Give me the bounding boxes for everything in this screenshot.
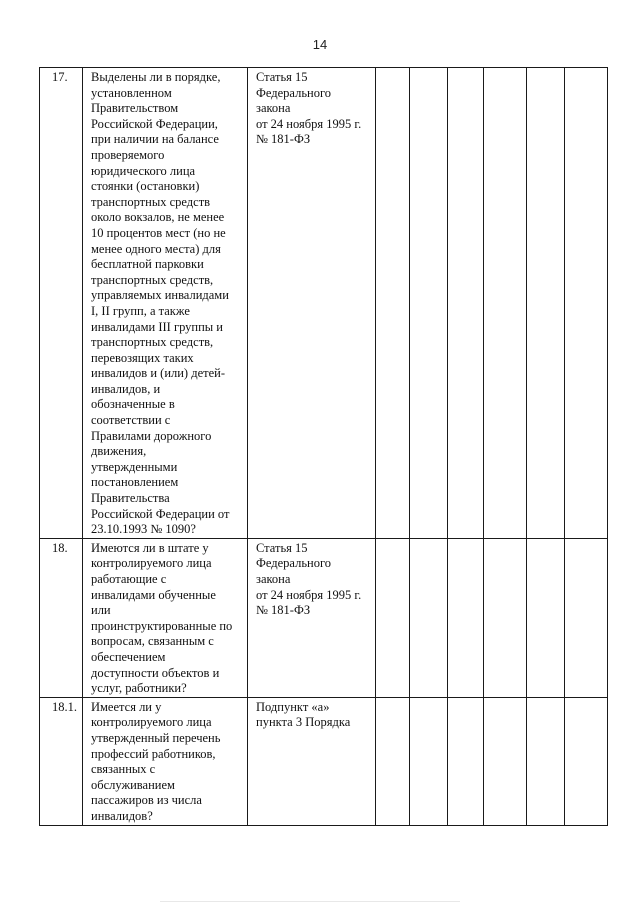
question-line: около вокзалов, не менее: [91, 210, 225, 225]
question-line: Правилами дорожного: [91, 428, 212, 443]
checklist-table: [39, 67, 608, 826]
question-line: постановлением: [91, 475, 179, 490]
question-line: утвержденный перечень: [91, 730, 221, 745]
question-line: инвалидов?: [91, 808, 153, 823]
table-row: [40, 697, 608, 825]
question-line: Имеются ли в штате у: [91, 540, 209, 555]
question-line: контролируемого лица: [91, 715, 212, 730]
answer-cell[interactable]: [484, 68, 527, 539]
question-line: транспортных средств,: [91, 272, 214, 287]
question-line: Правительством: [91, 101, 179, 116]
question-line: 10 процентов мест (но не: [91, 225, 226, 240]
answer-cell[interactable]: [376, 538, 410, 697]
question-line: движения,: [91, 444, 147, 459]
question-cell: [83, 697, 248, 825]
table-row: [40, 68, 608, 539]
question-line: установленном: [91, 85, 172, 100]
question-line: утвержденными: [91, 459, 178, 474]
question-line: стоянки (остановки): [91, 179, 200, 194]
reference-line: № 181-ФЗ: [256, 603, 311, 618]
question-line: транспортных средств: [91, 194, 211, 209]
answer-cell[interactable]: [484, 697, 527, 825]
answer-cell[interactable]: [527, 68, 565, 539]
question-line: инвалидов, и: [91, 381, 161, 396]
answer-cell[interactable]: [448, 538, 484, 697]
reference-cell: [248, 697, 376, 825]
question-line: инвалидов и (или) детей-: [91, 366, 225, 381]
reference-line: пункта 3 Порядка: [256, 715, 351, 730]
question-line: контролируемого лица: [91, 556, 212, 571]
answer-cell[interactable]: [376, 697, 410, 825]
question-line: проверяемого: [91, 147, 165, 162]
question-line: менее одного места) для: [91, 241, 221, 256]
question-line: управляемых инвалидами: [91, 288, 229, 303]
question-line: обозначенные в: [91, 397, 175, 412]
page-number: 14: [312, 37, 328, 52]
question-line: инвалидами обученные: [91, 587, 216, 602]
answer-cell[interactable]: [527, 538, 565, 697]
reference-line: закона: [256, 572, 291, 586]
reference-line: от 24 ноября 1995 г.: [256, 587, 362, 602]
reference-line: от 24 ноября 1995 г.: [256, 116, 362, 131]
question-line: Российской Федерации от: [91, 506, 230, 521]
answer-cell[interactable]: [410, 697, 448, 825]
scan-edge-line: [160, 901, 460, 902]
question-line: транспортных средств,: [91, 335, 214, 350]
question-line: пассажиров из числа: [91, 793, 202, 808]
reference-cell: [248, 538, 376, 697]
answer-cell[interactable]: [448, 68, 484, 539]
answer-cell[interactable]: [484, 538, 527, 697]
question-line: профессий работников,: [91, 746, 216, 761]
question-line: обеспечением: [91, 649, 166, 664]
question-line: доступности объектов и: [91, 665, 220, 680]
row-number: 17.: [40, 68, 83, 539]
question-line: работающие с: [91, 572, 167, 586]
answer-cell[interactable]: [376, 68, 410, 539]
reference-line: Статья 15: [256, 70, 308, 84]
answer-cell[interactable]: [527, 697, 565, 825]
question-line: при наличии на балансе: [91, 132, 219, 147]
answer-cell[interactable]: [565, 697, 608, 825]
answer-cell[interactable]: [410, 538, 448, 697]
reference-cell: [248, 68, 376, 539]
question-line: проинструктированные по: [91, 618, 233, 633]
question-cell: [83, 538, 248, 697]
reference-line: Федерального: [256, 556, 332, 571]
question-line: инвалидами III группы и: [91, 319, 224, 334]
question-line: услуг, работники?: [91, 681, 187, 696]
question-line: обслуживанием: [91, 777, 175, 792]
answer-cell[interactable]: [565, 68, 608, 539]
row-number: 18.: [40, 538, 83, 697]
question-line: юридического лица: [91, 163, 196, 178]
answer-cell[interactable]: [565, 538, 608, 697]
question-line: Имеется ли у: [91, 699, 162, 714]
question-line: или: [91, 603, 111, 618]
row-number: 18.1.: [40, 697, 83, 825]
question-line: перевозящих таких: [91, 350, 194, 365]
table-row: [40, 538, 608, 697]
question-line: 23.10.1993 № 1090?: [91, 522, 196, 537]
answer-cell[interactable]: [410, 68, 448, 539]
reference-line: № 181-ФЗ: [256, 132, 311, 147]
question-line: вопросам, связанным с: [91, 634, 214, 649]
question-line: Выделены ли в порядке,: [91, 70, 221, 84]
question-line: соответствии с: [91, 413, 171, 428]
reference-line: Подпункт «а»: [256, 699, 330, 714]
question-line: I, II групп, а также: [91, 303, 190, 318]
reference-line: закона: [256, 101, 291, 116]
reference-line: Статья 15: [256, 540, 308, 555]
question-line: Российской Федерации,: [91, 116, 218, 131]
question-line: связанных с: [91, 762, 156, 777]
question-line: Правительства: [91, 491, 170, 506]
question-cell: [83, 68, 248, 539]
answer-cell[interactable]: [448, 697, 484, 825]
reference-line: Федерального: [256, 85, 332, 100]
question-line: бесплатной парковки: [91, 257, 204, 272]
